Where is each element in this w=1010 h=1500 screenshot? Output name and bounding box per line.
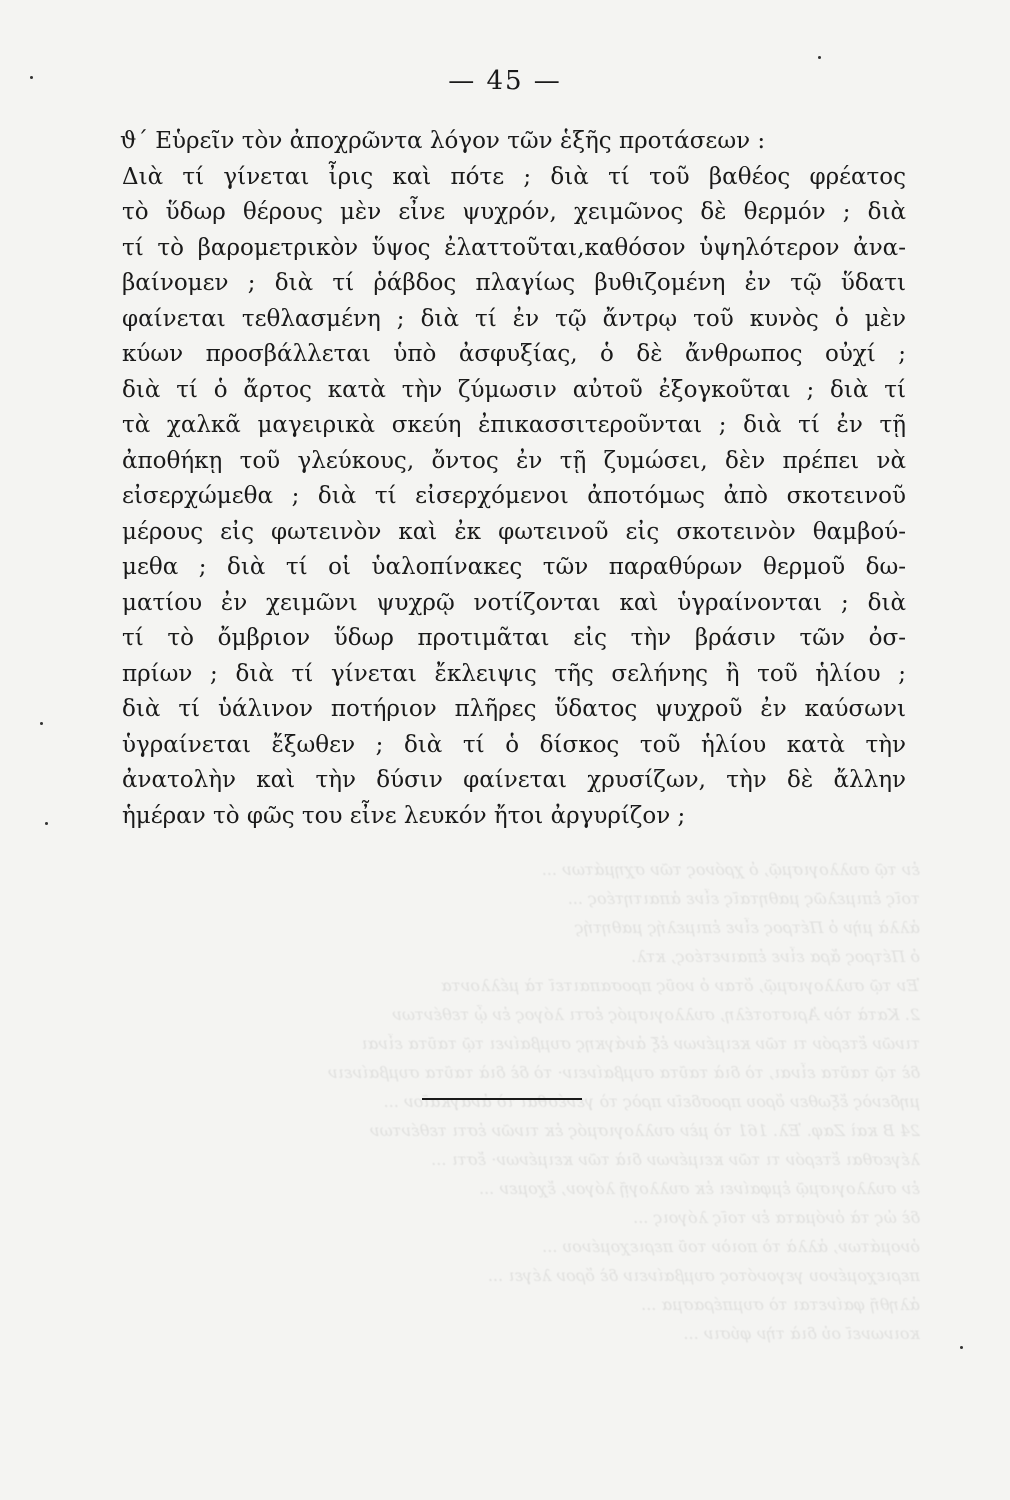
paragraph: [120, 124, 906, 834]
text-line: μεθα ; διὰ τί οἱ ὑαλοπίνακες τῶν παραθύρων θερμοῦ δω-: [122, 554, 906, 580]
scan-speck: [45, 822, 48, 825]
bleed-through-line: περιεχομένου γεγονότος συμβαίνειν δὲ ὅρον λέγει ...: [487, 1266, 920, 1285]
text-line: τί τὸ ὄμβριον ὕδωρ προτιμᾶται εἰς τὴν βράσιν τῶν ὀσ-: [122, 625, 906, 651]
bleed-through-line: ἐν συλλογισμῷ ἐμφαίνει ἐκ συλλογῇ λόγον, ἔχομεν ...: [479, 1179, 920, 1198]
bleed-through-text: [90, 860, 920, 1450]
section-divider: [422, 1098, 582, 1100]
bleed-through-line: ὀνομάτων, ἀλλὰ τὸ ποιὸν τοῦ περιεχομένου ...: [542, 1237, 920, 1256]
bleed-through-line: ὁ Πέτρος ἄρα εἶνε ἐπαινετέος, κτλ.: [631, 947, 920, 966]
bleed-through-line: μηδενὸς ἔξωθεν ὅρου προσδεῖν πρὸς τὸ γενέσθαι τὸ ἀναγκαῖον ...: [383, 1092, 920, 1111]
text-line: ματίου ἐν χειμῶνι ψυχρῷ νοτίζονται καὶ ὑγραίνονται ; διὰ: [122, 589, 906, 616]
bleed-through-line: τοῖς ἐπιμελῶς μαθηταῖς εἶνε ἀπαιτητέος ...: [567, 889, 920, 908]
bleed-through-line: ἐν τῷ συλλογισμῷ, ὁ χρόνος τῶν σχημάτων ...: [541, 860, 920, 879]
bleed-through-line: δὲ τῷ ταῦτα εἶναι, τὸ διὰ ταῦτα συμβαίνειν· τὸ δὲ διὰ ταῦτα συμβαίνειν: [327, 1063, 920, 1082]
bleed-through-line: ἀλλὰ μὴν ὁ Πέτρος εἶνε ἐπιμελής μαθητής: [574, 918, 920, 937]
text-line: ἀνατολὴν καὶ τὴν δύσιν φαίνεται χρυσίζων, τὴν δὲ ἄλλην: [122, 767, 906, 793]
text-line: ϑ΄ Εὑρεῖν τὸν ἀποχρῶντα λόγον τῶν ἑξῆς προτάσεων :: [120, 128, 766, 154]
bleed-through-line: 2. Κατὰ τὸν Ἀριστοτέλη, συλλογισμός ἐστι λόγος ἐν ᾧ τεθέντων: [392, 1005, 920, 1024]
text-line: φαίνεται τεθλασμένη ; διὰ τί ἐν τῷ ἄντρῳ τοῦ κυνὸς ὁ μὲν: [122, 305, 906, 332]
text-line: διὰ τί ὁ ἄρτος κατὰ τὴν ζύμωσιν αὐτοῦ ἐξογκοῦται ; διὰ τί: [122, 376, 906, 403]
bleed-through-line: λέγεσθαι ἕτερόν τι τῶν κειμένων διὰ τῶν κειμένων· ἔστι ...: [431, 1150, 920, 1169]
text-line: τὸ ὕδωρ θέρους μὲν εἶνε ψυχρόν, χειμῶνος δὲ θερμόν ; διὰ: [122, 199, 906, 225]
bleed-through-line: κοινωνεῖ οὐ διὰ τὴν φύσιν ...: [683, 1324, 920, 1343]
bleed-through-line: δὲ ὡς τὰ ὀνόματα ἐν τοῖς λόγοις ...: [633, 1208, 920, 1227]
scan-speck: [818, 56, 821, 59]
text-line: ὑγραίνεται ἔξωθεν ; διὰ τί ὁ δίσκος τοῦ ἡλίου κατὰ τὴν: [122, 731, 906, 758]
text-line: κύων προσβάλλεται ὑπὸ ἀσφυξίας, ὁ δὲ ἄνθρωπος οὐχί ;: [122, 341, 906, 367]
text-line: τί τὸ βαρομετρικὸν ὕψος ἐλαττοῦται,καθόσον ὑψηλότερον ἀνα-: [122, 234, 906, 261]
scan-speck: [40, 722, 43, 725]
bleed-through-line: 24 B καὶ Ζαφ. Ἐλ. 161 τὸ μὲν συλλογισμός ἐκ τινῶν ἐστι τεθέντων: [369, 1121, 920, 1140]
bleed-through-line: Ἐν τῷ συλλογισμῷ, ὅταν ὁ νοῦς προσαπαιτεῖ τὰ μέλλοντα: [440, 976, 920, 995]
bleed-through-line: τινῶν ἕτερόν τι τῶν κειμένων ἐξ ἀνάγκης συμβαίνει τῷ ταῦτα εἶναι: [361, 1034, 920, 1053]
text-line: εἰσερχώμεθα ; διὰ τί εἰσερχόμενοι ἀποτόμως ἀπὸ σκοτεινοῦ: [122, 483, 906, 509]
text-line: βαίνομεν ; διὰ τί ῥάβδος πλαγίως βυθιζομένη ἐν τῷ ὕδατι: [122, 270, 906, 296]
text-line: πρίων ; διὰ τί γίνεται ἔκλειψις τῆς σελήνης ἢ τοῦ ἡλίου ;: [122, 660, 906, 687]
text-line: τὰ χαλκᾶ μαγειρικὰ σκεύη ἐπικασσιτεροῦνται ; διὰ τί ἐν τῇ: [122, 412, 906, 438]
scan-speck: [30, 76, 33, 79]
bleed-through-line: ἀληθῆ φαίνεται τὸ συμπέρασμα ...: [641, 1295, 920, 1314]
text-line: ἡμέραν τὸ φῶς του εἶνε λευκόν ἤτοι ἀργυρίζον ;: [122, 802, 686, 829]
page-number: — 45 —: [448, 66, 562, 96]
text-line: Διὰ τί γίνεται ἶρις καὶ πότε ; διὰ τί τοῦ βαθέος φρέατος: [122, 163, 906, 190]
text-line: διὰ τί ὑάλινον ποτήριον πλῆρες ὕδατος ψυχροῦ ἐν καύσωνι: [122, 696, 906, 722]
text-line: μέρους εἰς φωτεινὸν καὶ ἐκ φωτεινοῦ εἰς σκοτεινὸν θαμβού-: [122, 518, 906, 545]
scan-speck: [960, 1346, 963, 1349]
text-line: ἀποθήκῃ τοῦ γλεύκους, ὄντος ἐν τῇ ζυμώσει, δὲν πρέπει νὰ: [122, 447, 906, 474]
